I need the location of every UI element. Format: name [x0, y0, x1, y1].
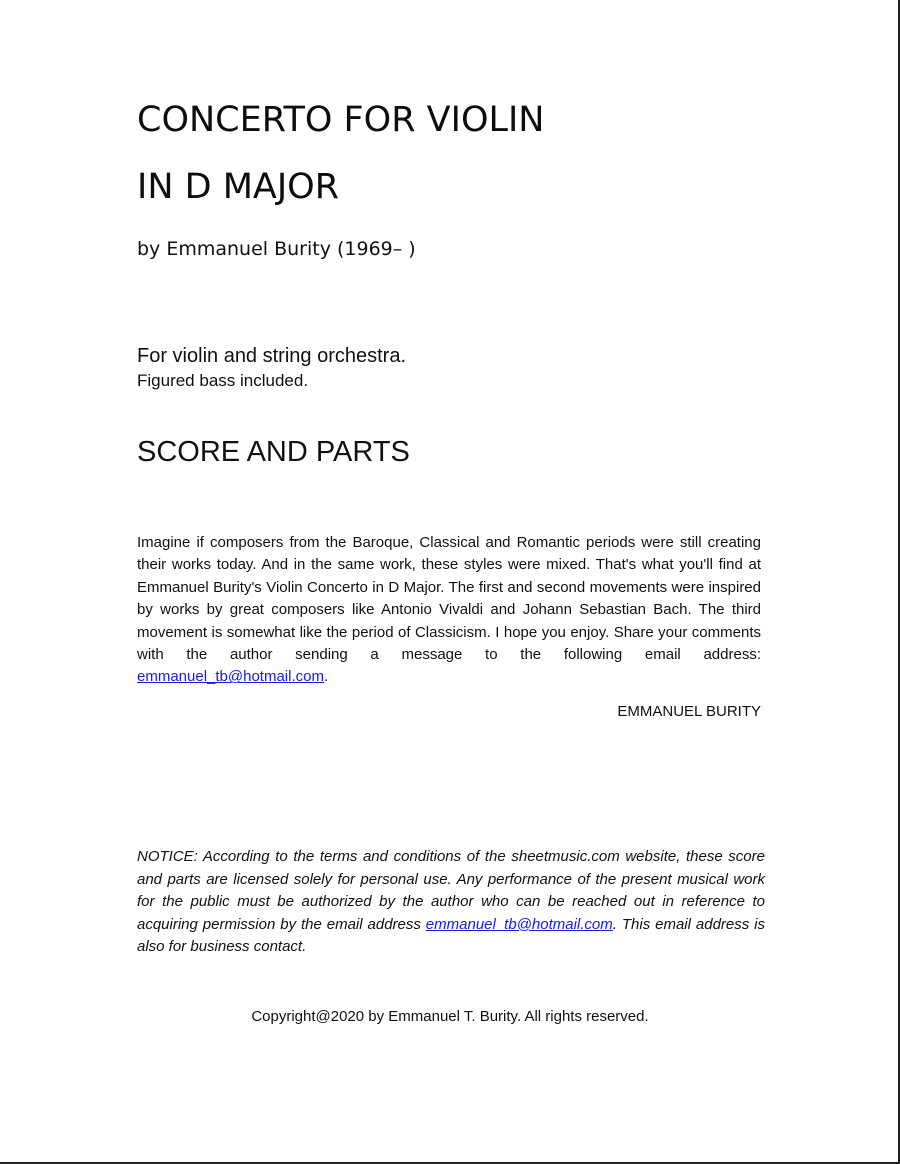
description-end: .	[323, 668, 329, 686]
figured-bass-text: Figured bass included.	[137, 371, 309, 390]
notice-email-link[interactable]: emmanuel_tb@hotmail.com	[425, 915, 613, 933]
instrumentation-text: For violin and string orchestra.	[137, 345, 407, 367]
notice-paragraph	[137, 846, 765, 959]
author-line: by Emmanuel Burity (1969– )	[137, 238, 416, 260]
notice-text: NOTICE: According to the terms and conditions of the sheetmusic.com website, these score and parts are licensed solely for personal use. Any performance of the present musical work for the public must be authorized by the author who can be reached out in reference to acquiring permission by the email address	[137, 848, 765, 933]
title-line-2: IN D MAJOR	[137, 167, 340, 207]
score-and-parts-heading: SCORE AND PARTS	[137, 436, 410, 468]
signature: EMMANUEL BURITY	[617, 703, 761, 720]
description-paragraph	[137, 532, 761, 689]
notice-end: . This email address is also for business contact.	[137, 915, 765, 956]
description-email-link[interactable]: emmanuel_tb@hotmail.com	[137, 668, 324, 686]
title-line-1: CONCERTO FOR VIOLIN	[137, 100, 545, 140]
description-text: Imagine if composers from the Baroque, Classical and Romantic periods were still creating their works today. And in the same work, these styles were mixed. That's what you'll find at Emmanuel Burity's Violin Concerto in D Major. The first and second movements were inspired by works by great composers like Antonio Vivaldi and Johann Sebastian Bach. The third movement is somewhat like the period of Classicism. I hope you enjoy. Share your comments with the author sending a message to the following email address:	[137, 534, 761, 664]
copyright-text: Copyright@2020 by Emmanuel T. Burity. All rights reserved.	[251, 1008, 649, 1025]
